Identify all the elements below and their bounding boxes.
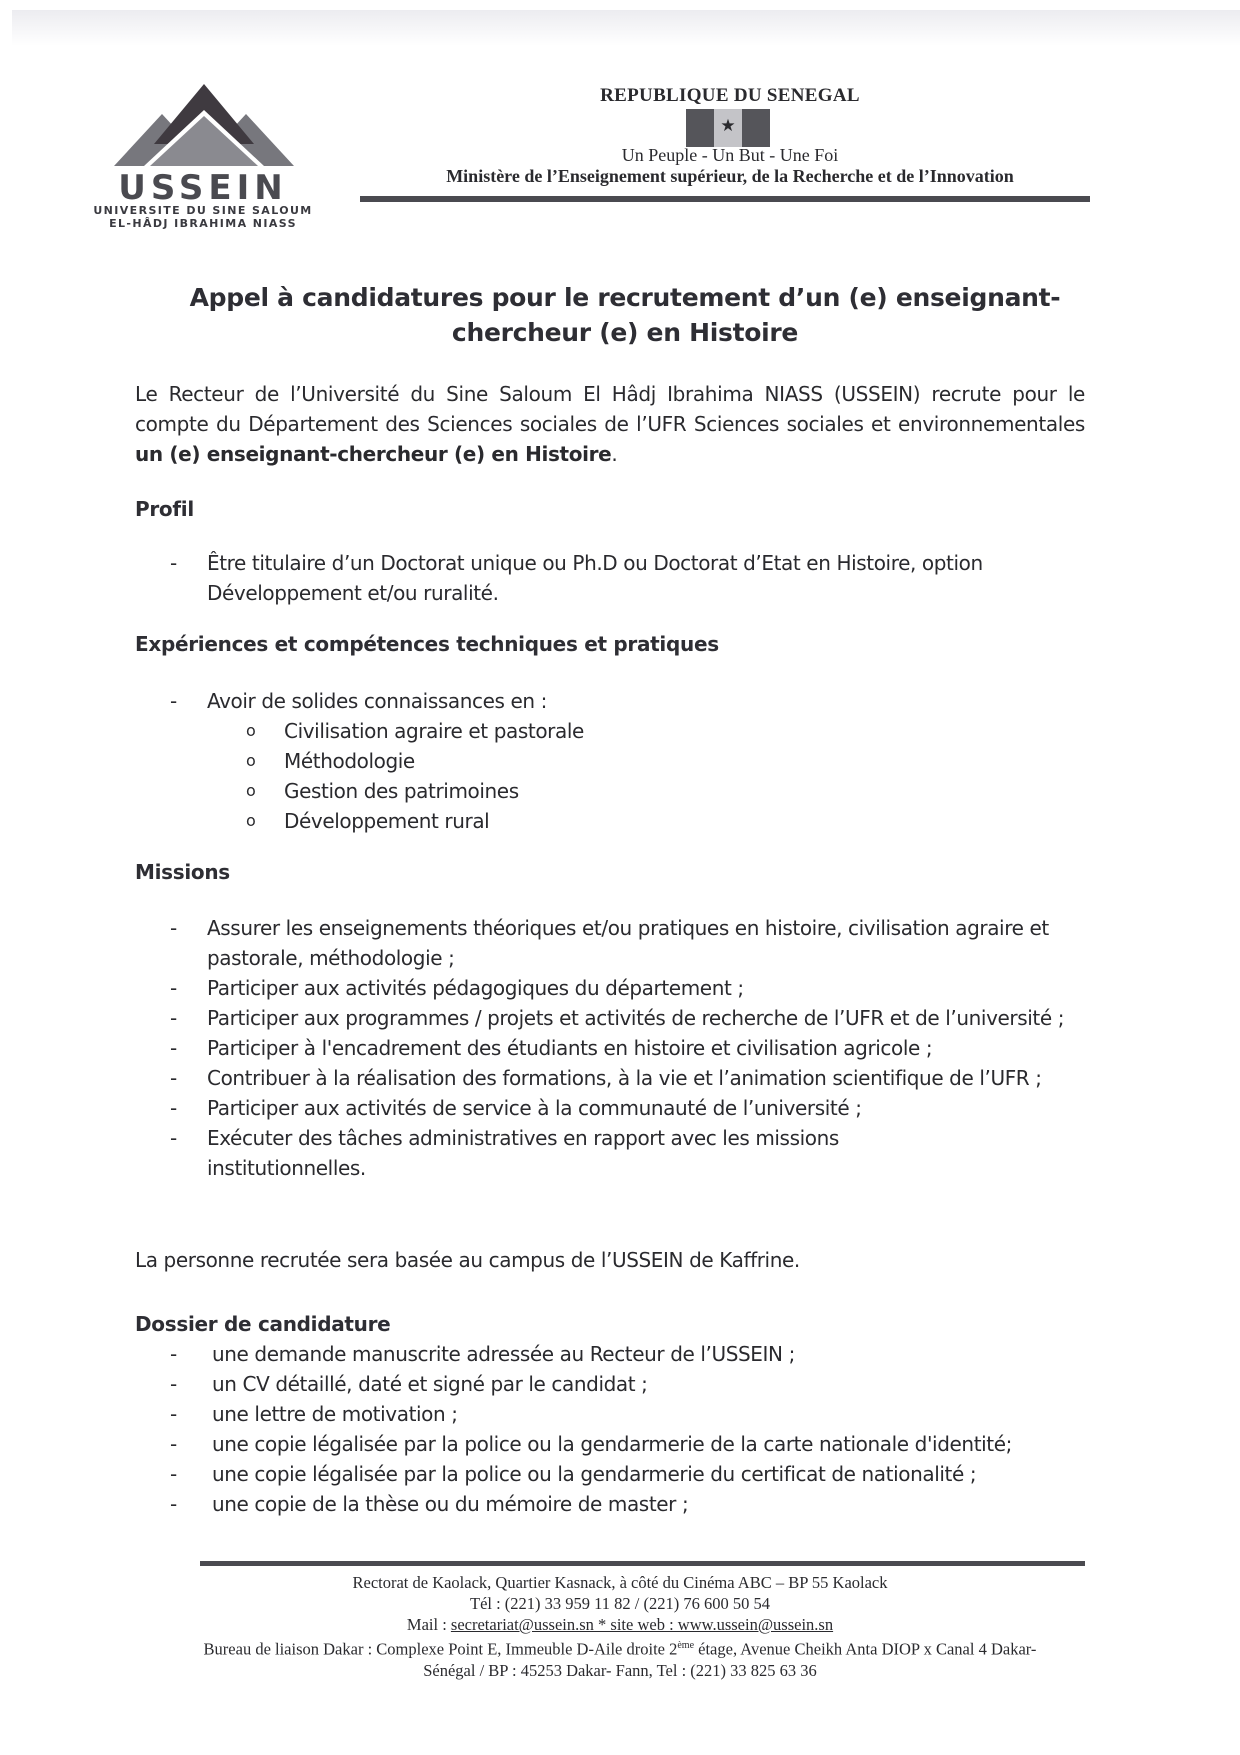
list-item [0, 1093, 1087, 1123]
sub-item-text: Civilisation agraire et pastorale [284, 719, 584, 743]
header-divider [360, 196, 1090, 202]
mountains-logo-icon [114, 84, 294, 166]
list-item [0, 1003, 1087, 1033]
intro-paragraph [135, 379, 1085, 469]
list-item [0, 1123, 967, 1183]
sub-list-item [0, 776, 1240, 806]
dash-bullet: - [170, 1006, 177, 1030]
dakar-sup: ème [677, 1640, 695, 1651]
list-item-text: Avoir de solides connaissances en : [207, 689, 547, 713]
list-item-text: Être titulaire d’un Doctorat unique ou Ph.D ou Doctorat d’Etat en Histoire, option Développement et/ou ruralité. [207, 551, 983, 605]
sub-list-item [0, 806, 1240, 836]
list-item [0, 1369, 1092, 1399]
section-heading-experiences: Expériences et compétences techniques et pratiques [135, 632, 719, 656]
list-item [0, 1429, 1012, 1459]
footer-dakar-line1 [130, 1635, 1110, 1660]
footer-divider [200, 1561, 1085, 1566]
footer-phone: Tél : (221) 33 959 11 82 / (221) 76 600 50 54 [469, 1594, 771, 1613]
list-item-text: une demande manuscrite adressée au Recteur de l’USSEIN ; [212, 1342, 795, 1366]
dakar-prefix: Bureau de liaison Dakar : Complexe Point E, Immeuble D-Aile droite 2 [203, 1639, 678, 1659]
circle-bullet-icon: o [246, 811, 256, 830]
list-item-text: Participer à l'encadrement des étudiants en histoire et civilisation agricole ; [207, 1036, 933, 1060]
experiences-list [0, 686, 1240, 836]
dash-bullet: - [170, 1432, 177, 1456]
list-item [0, 973, 1087, 1003]
sub-list-item [0, 716, 1240, 746]
list-item [0, 1033, 1087, 1063]
dash-bullet: - [170, 916, 177, 940]
intro-end: . [611, 442, 618, 466]
mail-label: Mail : [406, 1615, 451, 1634]
star-icon: ★ [720, 116, 736, 135]
ministry-name: Ministère de l’Enseignement supérieur, de la Recherche et de l’Innovation [446, 166, 1014, 186]
republic-header [370, 85, 1090, 186]
logo-subtitle-line2: EL-HÂDJ IBRAHIMA NIASS [109, 217, 297, 230]
sub-item-text: Développement rural [284, 809, 490, 833]
dash-bullet: - [170, 1372, 177, 1396]
footer-mail-line [130, 1614, 1110, 1635]
senegal-flag-icon [686, 109, 770, 147]
list-item-text: une copie légalisée par la police ou la gendarmerie du certificat de nationalité ; [212, 1462, 977, 1486]
list-item-text: une copie légalisée par la police ou la gendarmerie de la carte nationale d'identité; [212, 1432, 1012, 1456]
dash-bullet: - [170, 976, 177, 1000]
dash-bullet: - [170, 1402, 177, 1426]
list-item [0, 913, 1087, 973]
list-item-text: Participer aux activités pédagogiques du département ; [207, 976, 744, 1000]
sub-item-text: Méthodologie [284, 749, 415, 773]
section-heading-profil: Profil [135, 497, 194, 521]
list-item [0, 686, 1087, 716]
dash-bullet: - [170, 1126, 177, 1150]
intro-bold-position: un (e) enseignant-chercheur (e) en Histoire [135, 442, 612, 466]
list-item [0, 1063, 1087, 1093]
logo-wordmark: USSEIN [118, 168, 288, 208]
list-item-text: une copie de la thèse ou du mémoire de master ; [212, 1492, 689, 1516]
section-heading-dossier: Dossier de candidature [135, 1312, 391, 1336]
list-item-text: Participer aux programmes / projets et activités de recherche de l’UFR et de l’université ; [207, 1006, 1065, 1030]
dakar-suffix: étage, Avenue Cheikh Anta DIOP x Canal 4 Dakar- [694, 1639, 1037, 1659]
dash-bullet: - [170, 1036, 177, 1060]
list-item [0, 1489, 1092, 1519]
logo-subtitle-line1: UNIVERSITE DU SINE SALOUM [93, 204, 313, 217]
list-item-text: Exécuter des tâches administratives en rapport avec les missions institutionnelles. [207, 1126, 839, 1180]
list-item-text: Participer aux activités de service à la communauté de l’université ; [207, 1096, 862, 1120]
dash-bullet: - [170, 1492, 177, 1516]
dash-bullet: - [170, 1066, 177, 1090]
title-line-2: chercheur (e) en Histoire [451, 318, 799, 347]
dash-bullet: - [170, 1342, 177, 1366]
mail-link[interactable]: secretariat@ussein.sn * site web : www.ussein@ussein.sn [450, 1615, 834, 1634]
dash-bullet: - [170, 551, 177, 575]
dash-bullet: - [170, 1462, 177, 1486]
sub-list-item [0, 746, 1240, 776]
list-item-text: Contribuer à la réalisation des formations, à la vie et l’animation scientifique de l’UFR ; [207, 1066, 1042, 1090]
dash-bullet: - [170, 689, 177, 713]
ussein-logo [92, 84, 322, 234]
list-item [0, 1399, 1092, 1429]
footer-address: Rectorat de Kaolack, Quartier Kasnack, à côté du Cinéma ABC – BP 55 Kaolack [352, 1573, 888, 1592]
title-line-1: Appel à candidatures pour le recrutement d’un (e) enseignant- [189, 283, 1061, 312]
list-item-text: une lettre de motivation ; [212, 1402, 458, 1426]
list-item [0, 548, 1087, 608]
section-heading-missions: Missions [135, 860, 230, 884]
dossier-list [0, 1339, 1240, 1519]
dash-bullet: - [170, 1096, 177, 1120]
footer [130, 1572, 1110, 1681]
location-note: La personne recrutée sera basée au campus de l’USSEIN de Kaffrine. [135, 1248, 800, 1272]
circle-bullet-icon: o [246, 781, 256, 800]
list-item [0, 1459, 1092, 1489]
list-item-text: Assurer les enseignements théoriques et/ou pratiques en histoire, civilisation agraire et pastorale, méthodologie ; [207, 916, 1049, 970]
profil-list [0, 548, 1240, 608]
national-motto: Un Peuple - Un But - Une Foi [621, 145, 839, 165]
intro-text: Le Recteur de l’Université du Sine Saloum El Hâdj Ibrahima NIASS (USSEIN) recrute pour le compte du Département des Sciences sociales de l’UFR Sciences sociales et environnementales [135, 382, 1085, 436]
list-item-text: un CV détaillé, daté et signé par le candidat ; [212, 1372, 648, 1396]
page-title [130, 280, 1120, 350]
missions-list [0, 913, 1240, 1183]
republic-title: REPUBLIQUE DU SENEGAL [600, 85, 860, 106]
list-item [0, 1339, 1092, 1369]
circle-bullet-icon: o [246, 721, 256, 740]
circle-bullet-icon: o [246, 751, 256, 770]
footer-dakar-line2: Sénégal / BP : 45253 Dakar- Fann, Tel : (221) 33 825 63 36 [423, 1660, 817, 1680]
sub-item-text: Gestion des patrimoines [284, 779, 519, 803]
